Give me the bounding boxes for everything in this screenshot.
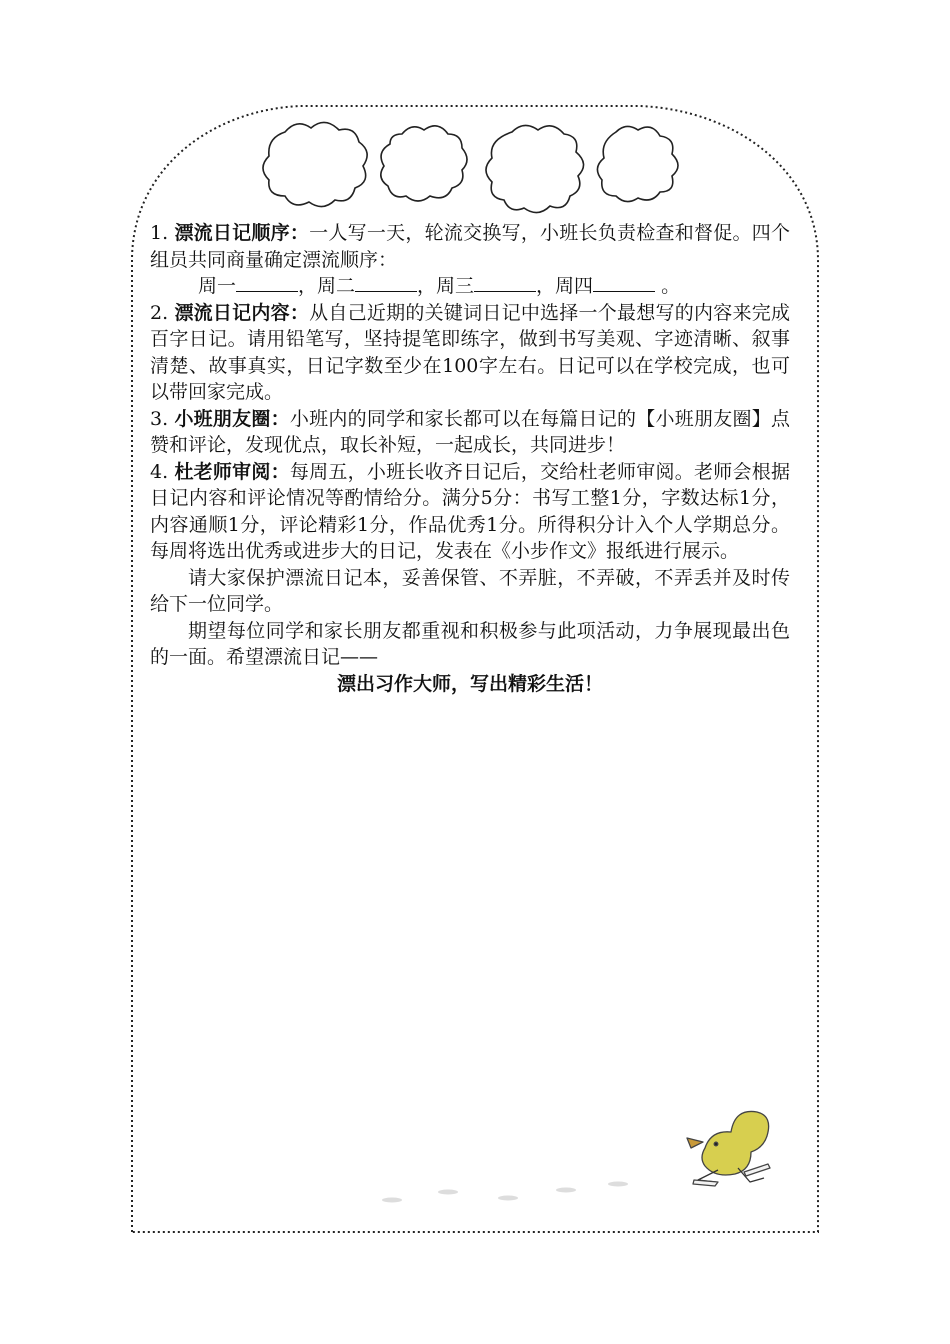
- slogan: 漂出习作大师，写出精彩生活！: [336, 672, 603, 695]
- hope-paragraph: 期望每位同学和家长朋友都重视和积极参与此项活动，力争展现最出色的一面。希望漂流日记——: [150, 619, 790, 668]
- tuesday-blank[interactable]: [355, 273, 417, 292]
- section-text: 从自己近期的关键词日记中选择一个最想写的内容来完成百字日记。请用铅笔写，坚持提笔即练字，做到书写美观、字迹清晰、叙事清楚、故事真实，日记字数至少在100字左右。日记可以在学校完成，也可以带回家完成。: [150, 301, 790, 403]
- section-number: 2.: [150, 301, 169, 324]
- line-end: 。: [655, 275, 681, 297]
- monday-blank[interactable]: [236, 273, 298, 292]
- tuesday-label: ，周二: [298, 275, 356, 297]
- section-title: 漂流日记内容：: [174, 301, 310, 324]
- cloud-icon: [263, 122, 367, 206]
- cloud-icon: [597, 126, 678, 201]
- weekday-order-line: [150, 273, 790, 300]
- section-moments: [150, 406, 790, 459]
- wednesday-blank[interactable]: [474, 273, 536, 292]
- section-text: 每周五，小班长收齐日记后，交给杜老师审阅。老师会根据日记内容和评论情况等酌情给分。满分5分：书写工整1分，字数达标1分，内容通顺1分，评论精彩1分，作品优秀1分。所得积分计入个人学期总分。每周将选出优秀或进步大的日记，发表在《小步作文》报纸进行展示。: [150, 460, 790, 562]
- section-title: 小班朋友圈：: [174, 407, 290, 430]
- section-number: 1.: [150, 222, 169, 244]
- thursday-label: ，周四: [536, 275, 594, 297]
- section-review: [150, 459, 790, 565]
- article-body: [150, 220, 790, 697]
- section-text: 一人写一天，轮流交换写，小班长负责检查和督促。四个组员共同商量确定漂流顺序：: [150, 222, 790, 271]
- section-content: [150, 300, 790, 406]
- section-text: 小班内的同学和家长都可以在每篇日记的【小班朋友圈】点赞和评论，发现优点，取长补短，一起成长，共同进步！: [150, 407, 790, 456]
- section-title: 漂流日记顺序：: [174, 222, 310, 244]
- protect-paragraph: 请大家保护漂流日记本，妥善保管、不弄脏，不弄破，不弄丢并及时传给下一位同学。: [150, 566, 790, 615]
- cloud-icon: [381, 126, 467, 201]
- section-order: [150, 220, 790, 273]
- section-number: 3.: [150, 407, 169, 430]
- cloud-icon: [486, 125, 584, 212]
- monday-label: 周一: [198, 275, 237, 297]
- thursday-blank[interactable]: [593, 273, 655, 292]
- chick-icon: [687, 1111, 770, 1186]
- section-number: 4.: [150, 460, 169, 483]
- wednesday-label: ，周三: [417, 275, 475, 297]
- section-title: 杜老师审阅：: [174, 460, 290, 483]
